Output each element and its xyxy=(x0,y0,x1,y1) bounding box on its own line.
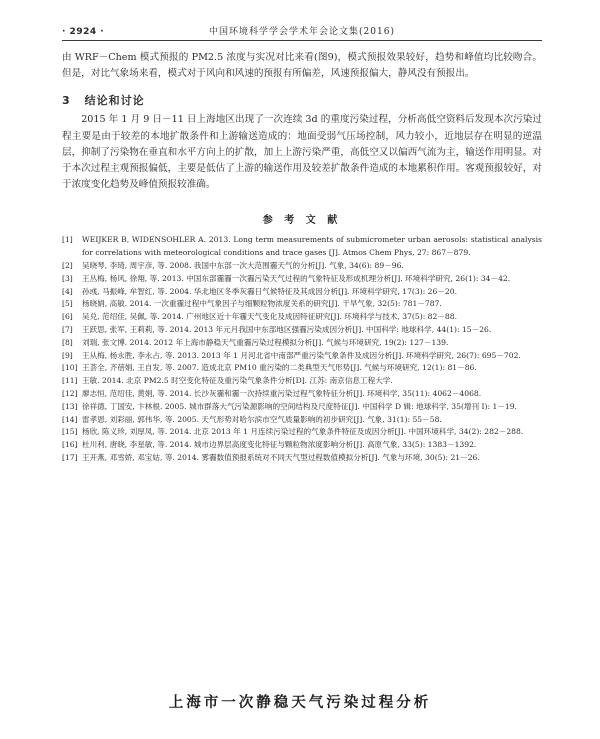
page-number: · 2924 · xyxy=(62,27,105,37)
reference-item xyxy=(62,298,542,311)
reference-item xyxy=(62,401,542,414)
reference-number: [9] xyxy=(62,350,73,360)
reference-text: 徐祥德, 丁国安, 卞林根. 2005. 城市群落大气污染源影响的空间结构及尺度特征[J]. 中国科学 D 辑: 地球科学, 35(增刊 I): 1－19. xyxy=(82,401,517,411)
reference-number: [13] xyxy=(62,401,78,411)
reference-text: 杜川利, 唐晓, 李星敏, 等. 2014. 城市边界层高度变化特征与颗粒物浓度影响分析[J]. 高原气象, 33(5): 1383－1392. xyxy=(82,440,477,450)
reference-number: [8] xyxy=(62,337,73,347)
reference-item xyxy=(62,414,542,427)
reference-item xyxy=(62,426,542,439)
reference-number: [1] xyxy=(62,235,73,245)
reference-number: [17] xyxy=(62,452,78,462)
reference-text: 吴兑, 范绍佳, 吴佩, 等. 2014. 广州地区近十年霾天气变化及成因特征研究[J]. 环境科学与技术, 37(5): 82－88. xyxy=(82,312,457,322)
conclusion-paragraph: 2015 年 1 月 9 日－11 日上海地区出现了一次连续 3d 的重度污染过程，分析高低空资料后发现本次污染过程主要是由于较差的本地扩散条件和上游输送造成的：地面受弱气压场控制，风力较小，近地层存在明显的逆温层，抑制了污染物在垂直和水平方向上的扩散，加上上游污染严重，高低空又以偏西气流为主，输送作用明显。对于本次过程主观预报偏低，主要是低估了上游的输送作用及较差扩散条件造成的本地累积作用。客观预报较好，对于浓度变化趋势及峰值预报较准确。 xyxy=(62,114,542,191)
reference-item xyxy=(62,388,542,401)
section-title: 结论和讨论 xyxy=(84,94,145,108)
reference-text: 吴晓琴, 李琦, 周宇彦, 等. 2008. 我国中东部一次大范围霾天气的分析[J]. 气象, 34(6): 89－96. xyxy=(82,261,404,271)
reference-item xyxy=(62,350,542,363)
reference-text: 王开燕, 邓雪娇, 邓宝姑, 等. 2014. 雾霾数值预报系统对不同天气型过程数值模拟分析[J]. 气象与环境, 30(5): 21－26. xyxy=(82,452,480,462)
reference-number: [15] xyxy=(62,427,78,437)
reference-item xyxy=(62,452,542,465)
reference-number: [12] xyxy=(62,388,78,398)
reference-number: [7] xyxy=(62,325,73,334)
references-heading: 参 考 文 献 xyxy=(262,215,342,227)
intro-paragraph: 由 WRF－Chem 模式预报的 PM2.5 浓度与实况对比来看(图9)，模式预报效果较好，趋势和峰值均比较吻合。但是，对比气象场来看，模式对于风向和风速的预报有所偏差，风速预报偏大，静风没有预报出。 xyxy=(62,52,542,80)
reference-item xyxy=(62,439,542,452)
reference-list xyxy=(62,234,542,464)
reference-text: 王跃思, 张军, 王莉莉, 等. 2014. 2013 年元月我国中东部地区强霾污染成因分析[J]. 中国科学: 地球科学, 44(1): 15－26. xyxy=(82,325,492,334)
reference-item xyxy=(62,337,542,350)
section-heading xyxy=(62,92,542,108)
reference-item xyxy=(62,286,542,299)
reference-text: 孙彧, 马振峰, 牟智红, 等. 2004. 华北地区冬季灰霾日气候特征及其成因分析[J]. 环境科学研究, 17(3): 26－20. xyxy=(82,286,457,296)
reference-text: 杨晓娟, 高敏. 2014. 一次重霾过程中气象因子与细颗粒物浓度关系的研究[J]. 干旱气象, 32(5): 781－787. xyxy=(82,299,442,309)
reference-item xyxy=(62,362,542,375)
reference-number: [10] xyxy=(62,363,78,373)
journal-title: 中国环境科学学会学术年会论文集(2016) xyxy=(209,27,395,37)
reference-text: 王丛梅, 杨风, 徐翔, 等. 2013. 中国东部霾霾一次霾污染天气过程的气象特征及形成机理分析[J]. 环境科学研究, 26(1): 34－42. xyxy=(82,273,511,283)
reference-item xyxy=(62,273,542,286)
reference-text: 杨欣, 陈义珍, 刘厚凤, 等. 2014. 北京 2013 年 1 月连续污染过程的气象条件特征及成因分析[J]. 中国环境科学, 34(2): 282－288. xyxy=(82,427,524,437)
reference-item xyxy=(62,311,542,324)
reference-number: [14] xyxy=(62,414,78,424)
reference-item xyxy=(62,324,542,337)
reference-number: [5] xyxy=(62,299,73,309)
reference-text: 王荟全, 齐蓓娟, 王自发, 等. 2007. 造成北京 PM10 重污染的二类典型天气形势[J]. 气候与环境研究, 12(1): 81－86. xyxy=(82,363,477,373)
reference-text: 王敏. 2014. 北京 PM2.5 时空变化特征及重污染气象条件分析[D]. 江苏: 南京信息工程大学. xyxy=(82,376,393,386)
reference-item xyxy=(62,260,542,273)
reference-item xyxy=(62,234,542,260)
section-number: 3 xyxy=(62,94,71,108)
reference-text: 雷孝恩, 刘彩丽, 郭伟华, 等. 2005. 天气形势对哈尔滨市空气质量影响的初步研究[J]. 气象, 31(1): 55－58. xyxy=(82,414,442,424)
reference-number: [6] xyxy=(62,312,73,322)
reference-item xyxy=(62,375,542,388)
reference-number: [16] xyxy=(62,440,78,450)
reference-number: [3] xyxy=(62,273,73,283)
reference-text: WEIJKER B, WIDENSOHLER A. 2013. Long term measurements of submicrometer urban aerosols: statistical analysis for correlations with meteorological conditions and trace gases [J]. Atmos Chem Phys, 27: 867－879. xyxy=(82,235,542,258)
reference-text: 廖志恒, 范绍佳, 黄娟, 等. 2014. 长沙灰霾和霾一次持续重污染过程气象特征分析[J]. 环境科学, 35(11): 4062－4068. xyxy=(82,388,482,398)
next-article-title: 上海市一次静稳天气污染过程分析 xyxy=(168,695,432,711)
reference-text: 王从梅, 杨永胜, 李永占, 等. 2013. 2013 年 1 月河北省中南部严重污染气象条件及成因分析[J]. 环境科学研究, 26(7): 695－702. xyxy=(82,350,521,360)
reference-text: 刘瑞, 张文博. 2014. 2012 年上海市静稳天气重霾污染过程模拟分析[J]. 气候与环境研究, 19(2): 127－139. xyxy=(82,337,449,347)
reference-number: [11] xyxy=(62,376,78,386)
reference-number: [2] xyxy=(62,261,73,271)
running-header xyxy=(62,24,542,41)
reference-number: [4] xyxy=(62,286,73,296)
